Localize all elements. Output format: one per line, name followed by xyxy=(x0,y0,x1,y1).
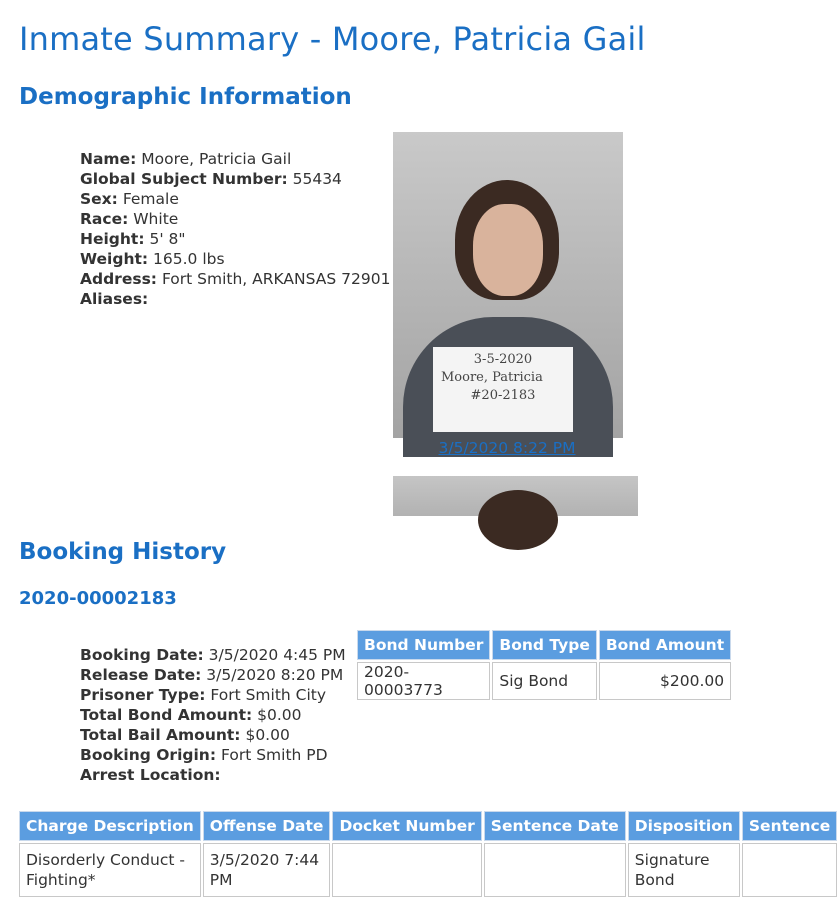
column-header-offense-date: Offense Date xyxy=(203,811,331,841)
table-header-row xyxy=(19,811,837,841)
field-value: 165.0 lbs xyxy=(153,250,225,268)
table-header-row xyxy=(357,630,731,660)
charge-description-cell: Disorderly Conduct - Fighting* xyxy=(19,843,201,897)
field-label: Total Bail Amount: xyxy=(80,726,241,744)
booking-photo[interactable] xyxy=(393,132,623,438)
charge-table xyxy=(17,809,839,899)
column-header-disposition: Disposition xyxy=(628,811,740,841)
sex-row xyxy=(80,189,390,209)
field-label: Prisoner Type: xyxy=(80,686,206,704)
booking-history-heading: Booking History xyxy=(19,539,227,565)
booking-info xyxy=(80,645,346,785)
column-header-docket-number: Docket Number xyxy=(332,811,481,841)
global-subject-number-row xyxy=(80,169,390,189)
total-bail-amount-row xyxy=(80,725,346,745)
field-value: 3/5/2020 4:45 PM xyxy=(208,646,346,664)
column-header-sentence-date: Sentence Date xyxy=(484,811,626,841)
field-label: Booking Date: xyxy=(80,646,204,664)
photo-date-link[interactable]: 3/5/2020 8:22 PM xyxy=(438,439,576,457)
disposition-cell: Signature Bond xyxy=(628,843,740,897)
sign-line: Moore, Patricia xyxy=(441,370,543,385)
field-value: $0.00 xyxy=(257,706,302,724)
docket-number-cell xyxy=(332,843,481,897)
weight-row xyxy=(80,249,390,269)
sentence-date-cell xyxy=(484,843,626,897)
aliases-row xyxy=(80,289,390,309)
booking-photo-2[interactable] xyxy=(393,476,638,516)
field-label: Height: xyxy=(80,230,145,248)
field-label: Sex: xyxy=(80,190,118,208)
demographic-heading: Demographic Information xyxy=(19,84,352,110)
sentence-cell xyxy=(742,843,837,897)
field-label: Global Subject Number: xyxy=(80,170,288,188)
bond-table xyxy=(355,628,733,702)
demographic-info xyxy=(80,149,390,309)
field-label: Booking Origin: xyxy=(80,746,217,764)
field-value: Fort Smith, ARKANSAS 72901 xyxy=(161,270,391,288)
address-row xyxy=(80,269,390,289)
release-date-row xyxy=(80,665,346,685)
column-header-bond-type: Bond Type xyxy=(492,630,596,660)
field-value: $0.00 xyxy=(245,726,290,744)
field-value: Fort Smith City xyxy=(210,686,327,704)
column-header-charge-description: Charge Description xyxy=(19,811,201,841)
field-label: Total Bond Amount: xyxy=(80,706,253,724)
field-label: Name: xyxy=(80,150,137,168)
table-row xyxy=(357,662,731,700)
bond-number-cell: 2020-00003773 xyxy=(357,662,490,700)
booking-number-heading: 2020-00002183 xyxy=(19,588,177,609)
photo-hair xyxy=(478,490,558,550)
field-value: 3/5/2020 8:20 PM xyxy=(206,666,344,684)
field-value: 5' 8" xyxy=(149,230,186,248)
field-label: Race: xyxy=(80,210,129,228)
bond-amount-cell: $200.00 xyxy=(599,662,731,700)
race-row xyxy=(80,209,390,229)
column-header-sentence: Sentence xyxy=(742,811,837,841)
total-bond-amount-row xyxy=(80,705,346,725)
booking-origin-row xyxy=(80,745,346,765)
bond-type-cell: Sig Bond xyxy=(492,662,596,700)
field-label: Arrest Location: xyxy=(80,766,221,784)
field-value: White xyxy=(133,210,179,228)
height-row xyxy=(80,229,390,249)
name-row xyxy=(80,149,390,169)
field-value: Fort Smith PD xyxy=(220,746,328,764)
field-value: Female xyxy=(122,190,179,208)
sign-line: 3-5-2020 xyxy=(473,352,533,367)
photo-face xyxy=(473,204,543,296)
column-header-bond-number: Bond Number xyxy=(357,630,490,660)
column-header-bond-amount: Bond Amount xyxy=(599,630,731,660)
table-row xyxy=(19,843,837,897)
offense-date-cell: 3/5/2020 7:44 PM xyxy=(203,843,331,897)
field-value: Moore, Patricia Gail xyxy=(141,150,292,168)
arrest-location-row xyxy=(80,765,346,785)
field-label: Address: xyxy=(80,270,157,288)
sign-line: #20-2183 xyxy=(470,388,536,403)
field-value: 55434 xyxy=(292,170,342,188)
booking-date-row xyxy=(80,645,346,665)
prisoner-type-row xyxy=(80,685,346,705)
field-label: Weight: xyxy=(80,250,149,268)
field-label: Aliases: xyxy=(80,290,149,308)
photo-sign xyxy=(433,347,573,432)
field-label: Release Date: xyxy=(80,666,202,684)
page-title: Inmate Summary - Moore, Patricia Gail xyxy=(19,20,646,58)
